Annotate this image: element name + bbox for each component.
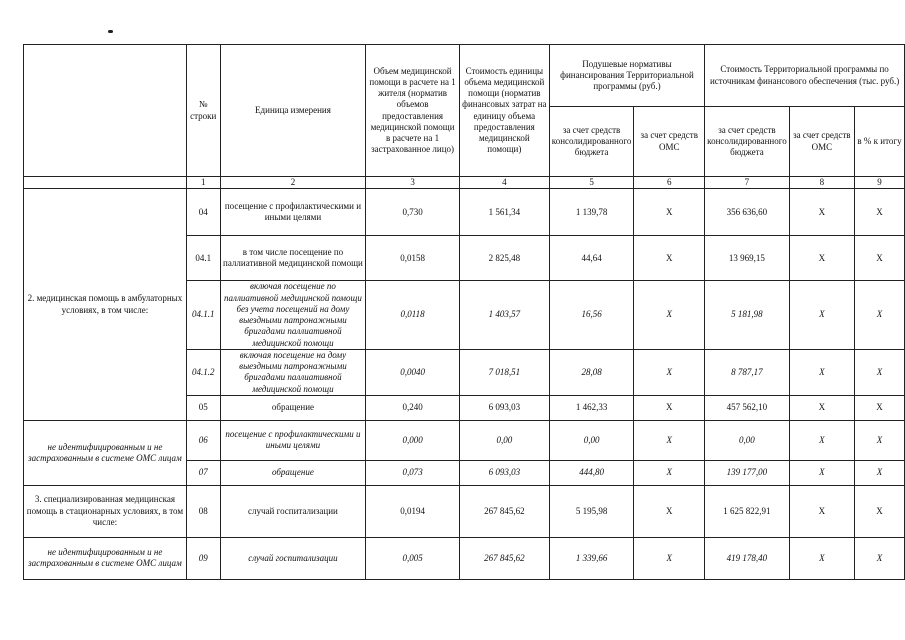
cell-oms-2: Х bbox=[789, 537, 854, 579]
cell-consolidated-2: 457 562,10 bbox=[705, 395, 790, 420]
cell-percent: Х bbox=[854, 420, 904, 460]
cell-volume: 0,000 bbox=[366, 420, 460, 460]
cell-cost: 1 561,34 bbox=[459, 189, 549, 236]
cell-row-no: 06 bbox=[186, 420, 220, 460]
cell-percent: Х bbox=[854, 395, 904, 420]
cell-oms: Х bbox=[634, 420, 705, 460]
cell-oms-2: Х bbox=[789, 189, 854, 236]
cell-consolidated: 1 339,66 bbox=[549, 537, 634, 579]
header-sub-oms-2: за счет средств ОМС bbox=[789, 107, 854, 177]
cell-consolidated-2: 419 178,40 bbox=[705, 537, 790, 579]
cell-percent: Х bbox=[854, 349, 904, 395]
table-row bbox=[24, 537, 905, 579]
cell-unit: обращение bbox=[220, 395, 366, 420]
cell-consolidated: 44,64 bbox=[549, 236, 634, 281]
cell-unit: обращение bbox=[220, 460, 366, 485]
cell-consolidated-2: 0,00 bbox=[705, 420, 790, 460]
cell-oms: Х bbox=[634, 349, 705, 395]
cell-unit: в том числе посещение по паллиативной медицинской помощи bbox=[220, 236, 366, 281]
cell-percent: Х bbox=[854, 281, 904, 350]
cell-oms: Х bbox=[634, 395, 705, 420]
cell-row-no: 05 bbox=[186, 395, 220, 420]
cell-consolidated: 28,08 bbox=[549, 349, 634, 395]
cell-oms-2: Х bbox=[789, 236, 854, 281]
cell-cost: 267 845,62 bbox=[459, 485, 549, 537]
cell-row-no: 04.1.1 bbox=[186, 281, 220, 350]
cell-cost: 0,00 bbox=[459, 420, 549, 460]
cell-consolidated-2: 139 177,00 bbox=[705, 460, 790, 485]
cell-oms-2: Х bbox=[789, 395, 854, 420]
cell-percent: Х bbox=[854, 537, 904, 579]
cell-volume: 0,0194 bbox=[366, 485, 460, 537]
cell-oms: Х bbox=[634, 189, 705, 236]
cell-consolidated-2: 13 969,15 bbox=[705, 236, 790, 281]
cell-percent: Х bbox=[854, 460, 904, 485]
header-row-no: № строки bbox=[186, 45, 220, 177]
cell-row-no: 04.1.2 bbox=[186, 349, 220, 395]
header-sub-percent: в % к итогу bbox=[854, 107, 904, 177]
group-inpatient: 3. специализированная медицинская помощь в стационарных условиях, в том числе: bbox=[24, 485, 187, 537]
cell-unit: посещение с профилактическими и иными целями bbox=[220, 189, 366, 236]
header-unit: Единица измерения bbox=[220, 45, 366, 177]
cell-cost: 6 093,03 bbox=[459, 395, 549, 420]
cell-cost: 7 018,51 bbox=[459, 349, 549, 395]
header-volume: Объем медицинской помощи в расчете на 1 жителя (норматив объемов предоставления медицинской помощи в расчете на 1 застрахованное лицо) bbox=[366, 45, 460, 177]
header-group-cost: Стоимость Территориальной программы по источникам финансового обеспечения (тыс. руб.) bbox=[705, 45, 905, 107]
header-sub-consolidated: за счет средств консолидированного бюджета bbox=[549, 107, 634, 177]
cell-row-no: 04.1 bbox=[186, 236, 220, 281]
header-sub-consolidated-2: за счет средств консолидированного бюджета bbox=[705, 107, 790, 177]
cell-percent: Х bbox=[854, 236, 904, 281]
cell-oms-2: Х bbox=[789, 485, 854, 537]
cell-cost: 267 845,62 bbox=[459, 537, 549, 579]
cell-unit: включая посещение по паллиативной медицинской помощи без учета посещений на дому выездными патронажными бригадами паллиативной медицинской помощи bbox=[220, 281, 366, 350]
cell-cost: 2 825,48 bbox=[459, 236, 549, 281]
cell-row-no: 04 bbox=[186, 189, 220, 236]
cell-unit: включая посещение на дому выездными патронажными бригадами паллиативной медицинской помощи bbox=[220, 349, 366, 395]
cell-consolidated-2: 8 787,17 bbox=[705, 349, 790, 395]
cell-unit: случай госпитализации bbox=[220, 537, 366, 579]
cell-percent: Х bbox=[854, 189, 904, 236]
header-sub-oms: за счет средств ОМС bbox=[634, 107, 705, 177]
cell-consolidated: 444,80 bbox=[549, 460, 634, 485]
table-row bbox=[24, 485, 905, 537]
group-ambulatory: 2. медицинская помощь в амбулаторных условиях, в том числе: bbox=[24, 189, 187, 421]
cell-percent: Х bbox=[854, 485, 904, 537]
cell-consolidated: 0,00 bbox=[549, 420, 634, 460]
cell-consolidated-2: 5 181,98 bbox=[705, 281, 790, 350]
cell-row-no: 08 bbox=[186, 485, 220, 537]
index-cell: 8 bbox=[789, 177, 854, 189]
cell-oms-2: Х bbox=[789, 460, 854, 485]
cell-unit: случай госпитализации bbox=[220, 485, 366, 537]
cell-oms: Х bbox=[634, 236, 705, 281]
cell-consolidated: 16,56 bbox=[549, 281, 634, 350]
index-cell: 4 bbox=[459, 177, 549, 189]
cell-consolidated: 1 462,33 bbox=[549, 395, 634, 420]
cell-cost: 6 093,03 bbox=[459, 460, 549, 485]
group-non-identified-1: не идентифицированным и не застрахованным в системе ОМС лицам bbox=[24, 420, 187, 485]
cell-volume: 0,730 bbox=[366, 189, 460, 236]
cell-row-no: 07 bbox=[186, 460, 220, 485]
header-cost: Стоимость единицы объема медицинской помощи (норматив финансовых затрат на единицу объема предоставления медицинской помощи) bbox=[459, 45, 549, 177]
cell-consolidated: 1 139,78 bbox=[549, 189, 634, 236]
index-cell: 9 bbox=[854, 177, 904, 189]
index-cell: 5 bbox=[549, 177, 634, 189]
cell-oms-2: Х bbox=[789, 281, 854, 350]
cell-volume: 0,005 bbox=[366, 537, 460, 579]
cell-volume: 0,0040 bbox=[366, 349, 460, 395]
cell-oms: Х bbox=[634, 281, 705, 350]
cell-consolidated-2: 1 625 822,91 bbox=[705, 485, 790, 537]
cell-cost: 1 403,57 bbox=[459, 281, 549, 350]
cell-consolidated-2: 356 636,60 bbox=[705, 189, 790, 236]
index-cell: 2 bbox=[220, 177, 366, 189]
scan-speck bbox=[108, 30, 113, 33]
cell-volume: 0,0158 bbox=[366, 236, 460, 281]
header-blank bbox=[24, 45, 187, 177]
cell-volume: 0,073 bbox=[366, 460, 460, 485]
cell-volume: 0,240 bbox=[366, 395, 460, 420]
cell-oms-2: Х bbox=[789, 420, 854, 460]
header-group-norms: Подушевые нормативы финансирования Территориальной программы (руб.) bbox=[549, 45, 704, 107]
cell-oms: Х bbox=[634, 460, 705, 485]
index-cell-blank bbox=[24, 177, 187, 189]
cell-row-no: 09 bbox=[186, 537, 220, 579]
table-row bbox=[24, 420, 905, 460]
cell-consolidated: 5 195,98 bbox=[549, 485, 634, 537]
index-cell: 7 bbox=[705, 177, 790, 189]
index-cell: 6 bbox=[634, 177, 705, 189]
cell-oms: Х bbox=[634, 537, 705, 579]
index-cell: 3 bbox=[366, 177, 460, 189]
cell-oms: Х bbox=[634, 485, 705, 537]
cell-oms-2: Х bbox=[789, 349, 854, 395]
cell-unit: посещение с профилактическими и иными целями bbox=[220, 420, 366, 460]
group-non-identified-2: не идентифицированным и не застрахованным в системе ОМС лицам bbox=[24, 537, 187, 579]
index-cell: 1 bbox=[186, 177, 220, 189]
financing-table bbox=[23, 44, 905, 580]
table-row bbox=[24, 189, 905, 236]
cell-volume: 0,0118 bbox=[366, 281, 460, 350]
